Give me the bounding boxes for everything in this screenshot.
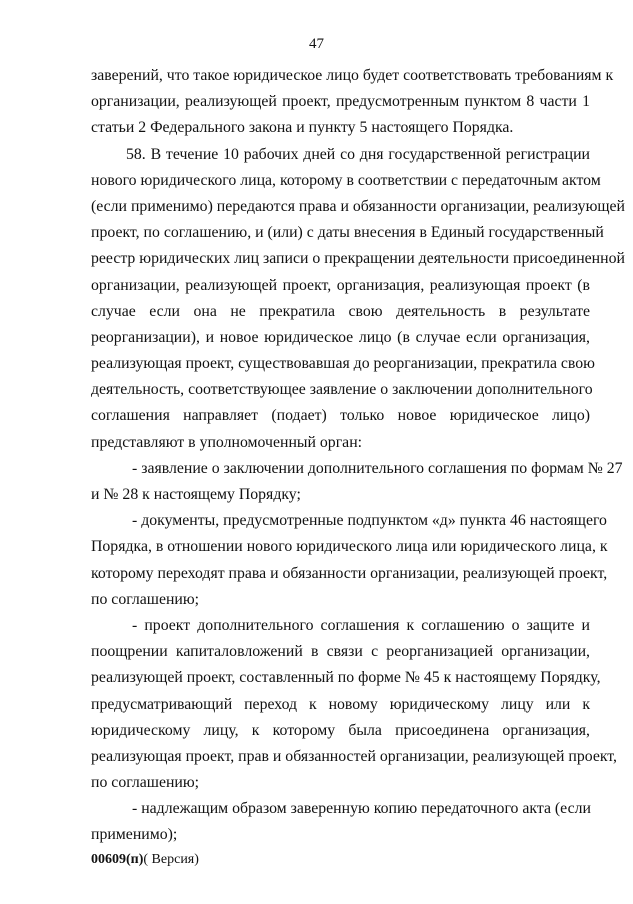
text-line: случае если она не прекратила свою деятельность в результате <box>91 302 590 320</box>
text-line: статьи 2 Федерального закона и пункту 5 настоящего Порядка. <box>91 119 514 137</box>
text-line: реализующая проект, существовавшая до реорганизации, прекратила свою <box>91 355 595 373</box>
text-line: соглашения направляет (подает) только новое юридическое лицо) <box>91 407 590 425</box>
text-line: - проект дополнительного соглашения к соглашению о защите и <box>132 616 590 634</box>
text-line: по соглашению; <box>91 774 200 792</box>
text-line: деятельность, соответствующее заявление о заключении дополнительного <box>91 381 593 399</box>
text-line: (если применимо) передаются права и обязанности организации, реализующей <box>91 197 626 215</box>
footer-code: 00609(п) <box>91 852 144 867</box>
text-line: Порядка, в отношении нового юридического лица или юридического лица, к <box>91 538 608 556</box>
text-line: реорганизации), и новое юридическое лицо (в случае если организация, <box>91 328 590 346</box>
text-line: применимо); <box>91 826 178 844</box>
text-line: которому переходят права и обязанности организации, реализующей проект, <box>91 564 608 582</box>
text-line: организации, реализующей проект, организация, реализующая проект (в <box>91 276 590 294</box>
text-line: - документы, предусмотренные подпунктом «д» пункта 46 настоящего <box>132 512 607 530</box>
footer-label: ( Версия) <box>143 852 199 867</box>
text-line: представляют в уполномоченный орган: <box>91 433 363 451</box>
text-line: реализующей проект, составленный по форме № 45 к настоящему Порядку, <box>91 669 601 687</box>
text-line: поощрении капиталовложений в связи с реорганизацией организации, <box>91 643 590 661</box>
text-line: нового юридического лица, которому в соответствии с передаточным актом <box>91 171 601 189</box>
text-line: организации, реализующей проект, предусмотренным пунктом 8 части 1 <box>91 93 590 111</box>
footer <box>91 851 199 869</box>
text-line: и № 28 к настоящему Порядку; <box>91 486 301 503</box>
text-line: - надлежащим образом заверенную копию передаточного акта (если <box>132 800 591 818</box>
text-line: - заявление о заключении дополнительного соглашения по формам № 27 <box>132 459 623 477</box>
text-line: по соглашению; <box>91 590 200 608</box>
text-line: заверений, что такое юридическое лицо будет соответствовать требованиям к <box>91 67 614 84</box>
text-line: реализующая проект, прав и обязанностей организации, реализующей проект, <box>91 747 617 765</box>
text-line: предусматривающий переход к новому юридическому лицу или к <box>91 695 590 713</box>
text-line: юридическому лицу, к которому была присоединена организация, <box>91 721 590 739</box>
text-line: 58. В течение 10 рабочих дней со дня государственной регистрации <box>126 145 590 163</box>
page-number: 47 <box>309 36 324 52</box>
text-line: реестр юридических лиц записи о прекращении деятельности присоединенной <box>91 250 625 268</box>
text-line: проект, по соглашению, и (или) с даты внесения в Единый государственный <box>91 224 604 242</box>
body-text <box>91 63 626 849</box>
